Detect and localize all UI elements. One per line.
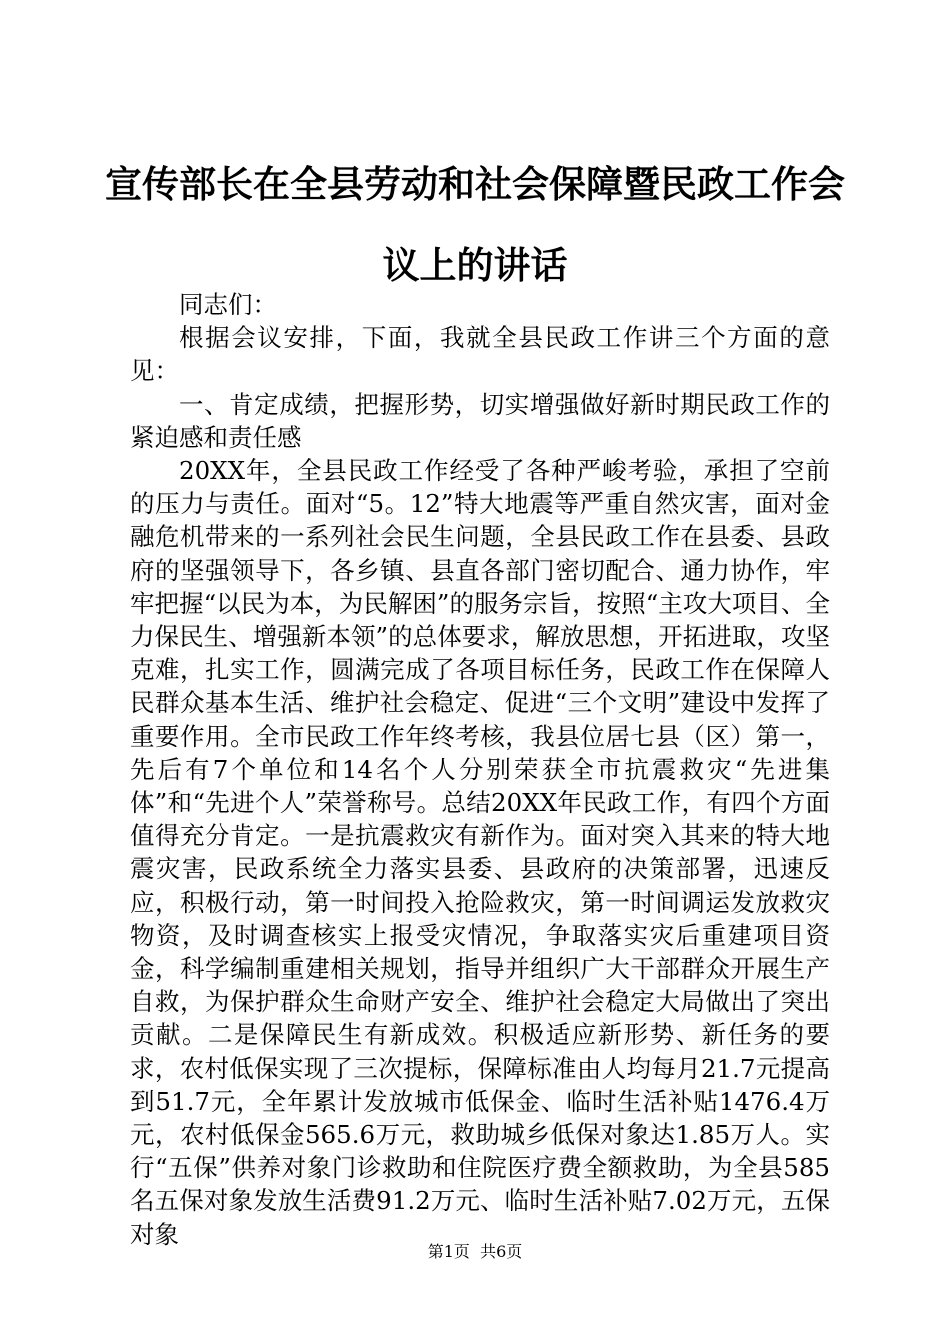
page-total: 共6页 [480,1242,523,1261]
document-title-line-2: 议上的讲话 [382,243,568,287]
document-body [130,288,830,1251]
paragraph-intro: 根据会议安排，下面，我就全县民政工作讲三个方面的意见： [130,323,830,386]
salutation: 同志们： [179,290,277,319]
section-heading-1: 一、肯定成绩，把握形势，切实增强做好新时期民政工作的紧迫感和责任感 [130,389,830,452]
page-number: 第1页 [427,1242,470,1261]
page-footer [0,1240,950,1264]
document-title-line-1: 宣传部长在全县劳动和社会保障暨民政工作会 [105,162,845,206]
paragraph-main: 20XX年，全县民政工作经受了各种严峻考验，承担了空前的压力与责任。面对“5。12”特大地震等严重自然灾害，面对金融危机带来的一系列社会民生问题，全县民政工作在县委、县政府的坚强领导下，各乡镇、县直各部门密切配合、通力协作，牢牢把握“以民为本，为民解困”的服务宗旨，按照“主攻大项目、全力保民生、增强新本领”的总体要求，解放思想，开拓进取，攻坚克难，扎实工作，圆满完成了各项目标任务，民政工作在保障人民群众基本生活、维护社会稳定、促进“三个文明”建设中发挥了重要作用。全市民政工作年终考核，我县位居七县（区）第一，先后有7个单位和14名个人分别荣获全市抗震救灾“先进集体”和“先进个人”荣誉称号。总结20XX年民政工作，有四个方面值得充分肯定。一是抗震救灾有新作为。面对突入其来的特大地震灾害，民政系统全力落实县委、县政府的决策部署，迅速反应，积极行动，第一时间投入抢险救灾，第一时间调运发放救灾物资，及时调查核实上报受灾情况，争取落实灾后重建项目资金，科学编制重建相关规划，指导并组织广大干部群众开展生产自救，为保护群众生命财产安全、维护社会稳定大局做出了突出贡献。二是保障民生有新成效。积极适应新形势、新任务的要求，农村低保实现了三次提标，保障标准由人均每月21.7元提高到51.7元，全年累计发放城市低保金、临时生活补贴1476.4万元，农村低保金565.6万元，救助城乡低保对象达1.85万人。实行“五保”供养对象门诊救助和住院医疗费全额救助，为全县585名五保对象发放生活费91.2万元、临时生活补贴7.02万元，五保对象 [130,456,830,1249]
